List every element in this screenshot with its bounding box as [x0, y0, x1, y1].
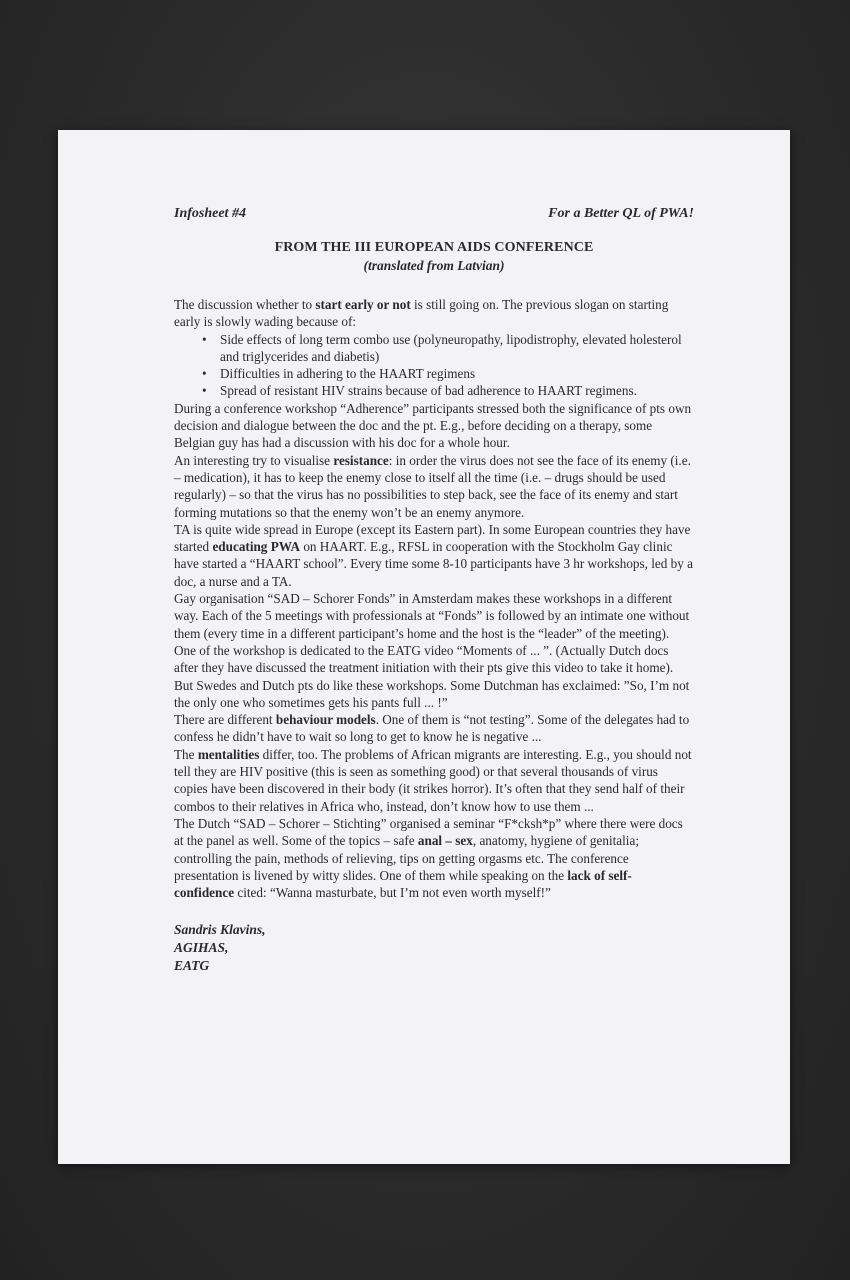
- text-run: The: [174, 746, 198, 762]
- text-run: There are different: [174, 712, 276, 728]
- list-item: • Side effects of long term combo use (polyneuropathy, lipodistrophy, elevated holesterol and triglycerides and diabetis): [202, 331, 694, 366]
- document-body: [174, 296, 694, 901]
- author-network: EATG: [174, 958, 210, 974]
- dutch-seminar-paragraph: [174, 815, 694, 901]
- emphasis: lack of self- confidence: [174, 867, 632, 901]
- emphasis: educating PWA: [212, 539, 301, 555]
- ta-paragraph: [174, 521, 694, 590]
- emphasis: mentalities: [197, 746, 260, 762]
- resistance-paragraph: [174, 452, 694, 521]
- emphasis: resistance: [333, 452, 389, 468]
- infosheet-number: Infosheet #4: [174, 206, 246, 221]
- text-run: , anatomy, hygiene of genitalia; controlling the pain, methods of relieving, tips on getting orgasms etc. The conference presentation is livened by witty slides. One of them while speaking on the: [174, 833, 639, 883]
- text-run: The Dutch “SAD – Schorer – Stichting” organised a seminar “F*cksh*p” where there were docs at the panel as well. Some of the topics – safe: [174, 815, 683, 849]
- gay-organisation-paragraph: Gay organisation “SAD – Schorer Fonds” in Amsterdam makes these workshops in a different way. Each of the 5 meetings with professionals at “Fonds” is followed by an intimate one without them (every time in a different participant’s home and the host is the “leader” of the meeting). One of the workshop is dedicated to the EATG video “Moments of ... ”. (Actually Dutch docs after they have discussed the treatment initiation with their pts give this video to take it home).: [174, 591, 690, 676]
- document-page: [58, 130, 790, 1164]
- author-name: Sandris Klavins,: [174, 922, 266, 938]
- text-run: TA is quite wide spread in Europe (except its Eastern part). In some European countries they have started: [174, 521, 691, 555]
- behaviour-paragraph: [174, 711, 694, 746]
- text-run: An interesting try to visualise: [174, 452, 334, 468]
- intro-paragraph: [174, 296, 694, 331]
- text-run: The discussion whether to: [174, 297, 316, 312]
- text-run: . One of them is “not testing”. Some of the delegates had to confess he didn’t have to wait so long to get to know he is negative ...: [174, 712, 690, 745]
- text-run: : in order the virus does not see the face of its enemy (i.e. – medication), it has to keep the enemy close to itself all the time (i.e. – drugs should be used regularly) – so that the virus has no possibilities to step back, see the face of its enemy and start forming mutations so that the enemy won’t be an enemy anymore.: [174, 452, 691, 520]
- list-item: • Difficulties in adhering to the HAART regimens: [202, 365, 694, 382]
- text-run: cited: “Wanna masturbate, but I’m not even worth myself!”: [234, 885, 551, 901]
- emphasis: start early or not: [315, 297, 411, 312]
- header-row: [174, 206, 694, 222]
- header-slogan: For a Better QL of PWA!: [548, 206, 694, 221]
- adherence-paragraph: During a conference workshop “Adherence” participants stressed both the significance of pts own decision and dialogue between the doc and the pt. E.g., before deciding on a therapy, some Belgian guy has had a discussion with his doc for a whole hour.: [174, 400, 692, 451]
- list-item: • Spread of resistant HIV strains because of bad adherence to HAART regimens.: [202, 382, 694, 399]
- emphasis: behaviour models: [275, 712, 376, 728]
- text-run: is still going on. The previous slogan on starting early is slowly wading because of:: [174, 297, 669, 330]
- text-run: on HAART. E.g., RFSL in cooperation with the Stockholm Gay clinic have started a “HAART school”. Every time some 8-10 participants have 3 hr workshops, led by a doc, a nurse and a TA.: [174, 539, 693, 589]
- signature-block: [174, 921, 694, 975]
- mentalities-paragraph: [174, 746, 694, 815]
- document-subtitle: (translated from Latvian): [363, 258, 505, 273]
- swedes-paragraph: But Swedes and Dutch pts do like these workshops. Some Dutchman has exclaimed: ”So, I’m not the only one who sometimes gets his pants full ... !”: [174, 677, 690, 710]
- reasons-list: [174, 331, 694, 400]
- emphasis: anal – sex: [417, 833, 473, 849]
- author-organisation: AGIHAS,: [174, 940, 229, 956]
- text-run: differ, too. The problems of African migrants are interesting. E.g., you should not tell they are HIV positive (this is seen as something good) or that several thousands of virus copies have been discovered in their body (it strikes horror). It’s often that they send half of their combos to their relatives in Africa who, instead, don’t know how to use them ...: [174, 746, 692, 814]
- document-title: FROM THE III EUROPEAN AIDS CONFERENCE: [274, 240, 594, 255]
